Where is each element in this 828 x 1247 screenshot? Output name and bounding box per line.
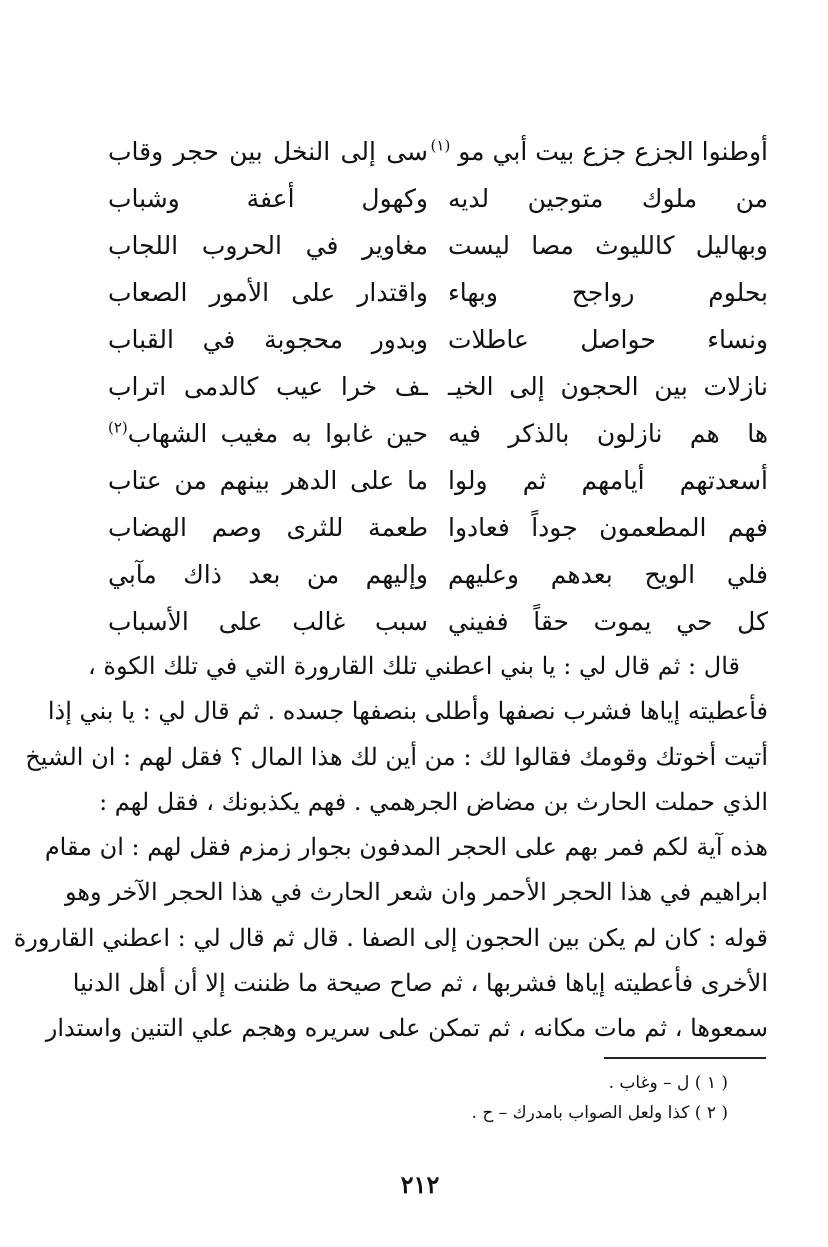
prose-line: الأخرى فأعطيته إياها فشربها ، ثم صاح صيحة ما ظننت إلا أن أهل الدنيا: [72, 969, 768, 998]
verse-first-hemistich: ونساء حواصل عاطلات: [448, 325, 768, 354]
prose-line: أتيت أخوتك وقومك فقالوا لك : من أين لك هذا المال ؟ فقل لهم : ان الشيخ: [25, 742, 768, 771]
verse-second-hemistich: وكهول أعفة وشباب: [108, 184, 428, 213]
footnotes: [268, 1068, 728, 1128]
prose-line: هذه آية لكم فمر بهم على الحجر المدفون بجوار زمزم فقل لهم : ان مقام: [44, 833, 768, 862]
prose-block: [13, 644, 768, 1052]
footnote: ( ٢ ) كذا ولعل الصواب بامدرك – ح .: [471, 1103, 728, 1123]
verse-second-hemistich: سى إلى النخل بين حجر وقاب: [108, 137, 428, 166]
footnote: ( ١ ) ل – وغاب .: [608, 1073, 728, 1093]
verse-second-hemistich: مغاوير في الحروب اللجاب: [108, 231, 428, 260]
prose-line: سمعوها ، ثم مات مكانه ، ثم تمكن على سريره وهجم علي التنين واستدار: [45, 1014, 768, 1043]
verse-first-hemistich: [430, 128, 768, 175]
verse-first-hemistich: نازلات بين الحجون إلى الخيـ: [448, 372, 768, 401]
page-number: ٢١٢: [400, 1170, 440, 1199]
verse-second-hemistich: واقتدار على الأمور الصعاب: [108, 278, 428, 307]
verse-first-hemistich: من ملوك متوجين لديه: [448, 184, 768, 213]
hemistich-text: أوطنوا الجزع جزع بيت أبي مو: [458, 137, 768, 166]
verse-second-hemistich: وبدور محجوبة في القباب: [108, 325, 428, 354]
footnote-marker: (١): [430, 136, 451, 155]
poem-verse: [108, 410, 768, 457]
verse-first-hemistich: وبهاليل كالليوث مصا ليست: [448, 231, 768, 260]
prose-line: ابراهيم في هذا الحجر الأحمر وان شعر الحارث في هذا الحجر الآخر وهو: [64, 878, 768, 907]
verse-first-hemistich: فلي الويح بعدهم وعليهم: [448, 560, 768, 589]
poem-verse: [108, 269, 768, 316]
poem-verse: [108, 316, 768, 363]
poem-verse: [108, 128, 768, 175]
verse-second-hemistich: [108, 410, 428, 457]
poem-verse: [108, 363, 768, 410]
poem-verse: [108, 504, 768, 551]
poem-block: [108, 128, 768, 645]
verse-second-hemistich: سبب غالب على الأسباب: [108, 607, 428, 636]
footnote-divider: [604, 1057, 766, 1059]
verse-first-hemistich: أسعدتهم أيامهم ثم ولوا: [448, 466, 768, 495]
hemistich-text: حين غابوا به مغيب الشهاب: [127, 419, 428, 448]
poem-verse: [108, 222, 768, 269]
prose-line: الذي حملت الحارث بن مضاض الجرهمي . فهم يكذبونك ، فقل لهم :: [99, 787, 768, 816]
footnote-marker: (٢): [108, 418, 128, 437]
verse-second-hemistich: ما على الدهر بينهم من عتاب: [108, 466, 428, 495]
poem-verse: [108, 457, 768, 504]
verse-second-hemistich: طعمة للثرى وصم الهضاب: [108, 513, 428, 542]
verse-first-hemistich: بحلوم رواجح وبهاء: [448, 278, 768, 307]
prose-line: قوله : كان لم يكن بين الحجون إلى الصفا . قال ثم قال لي : اعطني القارورة: [13, 923, 768, 952]
verse-second-hemistich: وإليهم من بعد ذاك مآبي: [108, 560, 428, 589]
verse-first-hemistich: ها هم نازلون بالذكر فيه: [448, 419, 768, 448]
verse-first-hemistich: فهم المطعمون جوداً فعادوا: [448, 513, 768, 542]
poem-verse: [108, 598, 768, 645]
poem-verse: [108, 551, 768, 598]
verse-second-hemistich: ـف خرا عيب كالدمى اتراب: [108, 372, 428, 401]
verse-first-hemistich: كل حي يموت حقاً ففيني: [448, 607, 768, 636]
poem-verse: [108, 175, 768, 222]
prose-line: فأعطيته إياها فشرب نصفها وأطلى بنصفها جسده . ثم قال لي : يا بني إذا: [47, 697, 768, 726]
prose-line: قال : ثم قال لي : يا بني اعطني تلك القارورة التي في تلك الكوة ،: [88, 652, 740, 680]
